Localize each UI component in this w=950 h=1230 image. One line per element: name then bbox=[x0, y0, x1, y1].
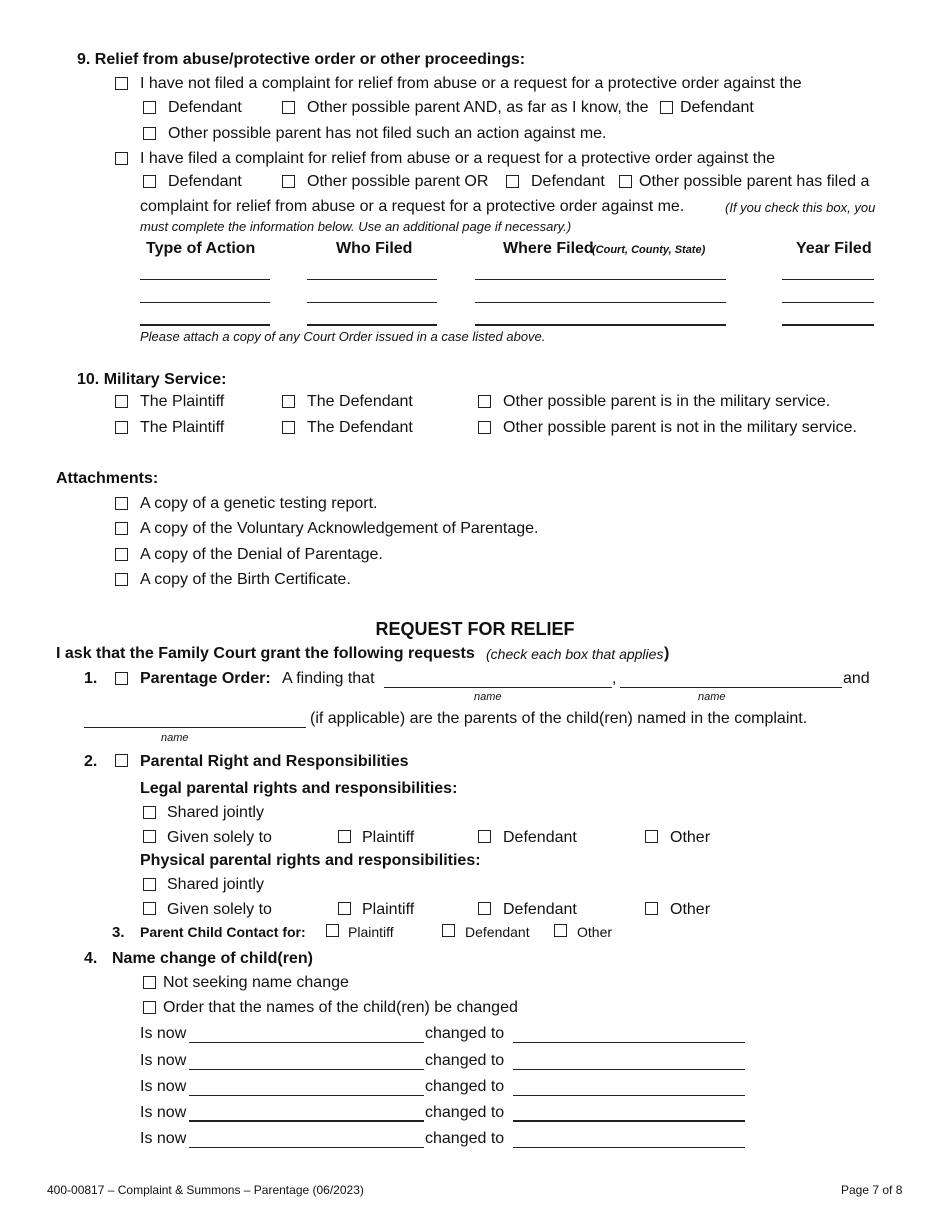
where-line-2[interactable] bbox=[475, 302, 726, 303]
defendant-in-service-checkbox[interactable] bbox=[282, 395, 295, 408]
defendant-not-in-service-checkbox[interactable] bbox=[282, 421, 295, 434]
physical-given-label: Given solely to bbox=[167, 901, 272, 918]
name-caption-2: name bbox=[698, 691, 726, 703]
defendant-label: The Defendant bbox=[307, 393, 413, 410]
comma: , bbox=[612, 670, 617, 687]
defendant-has-filed-checkbox[interactable] bbox=[506, 175, 519, 188]
plaintiff-in-service-checkbox[interactable] bbox=[115, 395, 128, 408]
who-line-3[interactable] bbox=[307, 324, 437, 326]
defendant-label: Defendant bbox=[168, 99, 242, 116]
current-name-line-1[interactable] bbox=[189, 1042, 424, 1043]
plaintiff-label: The Plaintiff bbox=[140, 393, 225, 410]
new-name-line-1[interactable] bbox=[513, 1042, 745, 1043]
defendant-not-filed-checkbox[interactable] bbox=[660, 101, 673, 114]
other-parent-not-in-service-checkbox[interactable] bbox=[478, 421, 491, 434]
other-parent-filed-label: Other possible parent has filed a bbox=[639, 173, 870, 190]
relief-intro-paren: ) bbox=[664, 645, 670, 662]
legal-other-checkbox[interactable] bbox=[645, 830, 658, 843]
parentage-order-checkbox[interactable] bbox=[115, 672, 128, 685]
parent-name-3-line[interactable] bbox=[84, 727, 306, 728]
changed-to-label: changed to bbox=[425, 1078, 505, 1095]
parental-rights-checkbox[interactable] bbox=[115, 754, 128, 767]
is-now-label: Is now bbox=[140, 1052, 187, 1069]
attachments-heading: Attachments: bbox=[56, 470, 159, 487]
legal-plaintiff-checkbox[interactable] bbox=[338, 830, 351, 843]
in-service-text: Other possible parent is in the military service. bbox=[503, 393, 831, 410]
section-9-heading: 9. Relief from abuse/protective order or other proceedings: bbox=[77, 51, 526, 68]
footer-form-id: 400-00817 – Complaint & Summons – Parentage (06/2023) bbox=[47, 1183, 364, 1197]
legal-defendant-checkbox[interactable] bbox=[478, 830, 491, 843]
physical-other-checkbox[interactable] bbox=[645, 902, 658, 915]
current-name-line-5[interactable] bbox=[189, 1147, 424, 1148]
contact-plaintiff-label: Plaintiff bbox=[348, 924, 394, 940]
is-now-label: Is now bbox=[140, 1078, 187, 1095]
parents-of-children-text: (if applicable) are the parents of the child(ren) named in the complaint. bbox=[310, 710, 808, 727]
denial-checkbox[interactable] bbox=[115, 548, 128, 561]
changed-to-label: changed to bbox=[425, 1052, 505, 1069]
filed-note-1: (If you check this box, you bbox=[725, 200, 876, 215]
legal-given-label: Given solely to bbox=[167, 829, 272, 846]
attachment-item: A copy of the Voluntary Acknowledgement of Parentage. bbox=[140, 520, 539, 537]
new-name-line-5[interactable] bbox=[513, 1147, 745, 1148]
current-name-line-4[interactable] bbox=[189, 1120, 424, 1122]
is-now-label: Is now bbox=[140, 1104, 187, 1121]
request-4-number: 4. bbox=[84, 950, 98, 967]
other-parent-not-filed-text: Other possible parent has not filed such an action against me. bbox=[168, 125, 607, 142]
name-change-label: Name change of child(ren) bbox=[112, 950, 313, 967]
contact-other-label: Other bbox=[577, 924, 613, 940]
name-caption-3: name bbox=[161, 732, 189, 744]
defendant-label-2: The Defendant bbox=[307, 419, 413, 436]
parentage-order-label: Parentage Order: bbox=[140, 670, 271, 687]
physical-plaintiff-checkbox[interactable] bbox=[338, 902, 351, 915]
col-type-of-action: Type of Action bbox=[146, 240, 256, 257]
changed-to-label: changed to bbox=[425, 1025, 505, 1042]
contact-defendant-label: Defendant bbox=[465, 924, 530, 940]
name-caption-1: name bbox=[474, 691, 502, 703]
filed-defendant-checkbox[interactable] bbox=[143, 175, 156, 188]
is-now-label: Is now bbox=[140, 1130, 187, 1147]
col-who-filed: Who Filed bbox=[336, 240, 413, 257]
not-filed-defendant-checkbox[interactable] bbox=[143, 101, 156, 114]
year-line-1[interactable] bbox=[782, 279, 874, 280]
legal-other-label: Other bbox=[670, 829, 711, 846]
relief-intro-note: (check each box that applies bbox=[486, 646, 664, 662]
col-year-filed: Year Filed bbox=[796, 240, 872, 257]
where-line-3[interactable] bbox=[475, 324, 726, 326]
footer-page-number: Page 7 of 8 bbox=[841, 1183, 903, 1197]
new-name-line-3[interactable] bbox=[513, 1095, 745, 1096]
year-line-3[interactable] bbox=[782, 324, 874, 326]
physical-shared-checkbox[interactable] bbox=[143, 878, 156, 891]
physical-given-checkbox[interactable] bbox=[143, 902, 156, 915]
acknowledgement-checkbox[interactable] bbox=[115, 522, 128, 535]
new-name-line-4[interactable] bbox=[513, 1120, 745, 1122]
relief-intro: I ask that the Family Court grant the following requests bbox=[56, 645, 475, 662]
who-line-1[interactable] bbox=[307, 279, 437, 280]
not-seeking-label: Not seeking name change bbox=[163, 974, 349, 991]
changed-to-label: changed to bbox=[425, 1104, 505, 1121]
not-filed-other-parent-checkbox[interactable] bbox=[282, 101, 295, 114]
other-parent-in-service-checkbox[interactable] bbox=[478, 395, 491, 408]
physical-rights-heading: Physical parental rights and responsibilities: bbox=[140, 852, 481, 869]
where-line-1[interactable] bbox=[475, 279, 726, 280]
physical-shared-label: Shared jointly bbox=[167, 876, 264, 893]
physical-plaintiff-label: Plaintiff bbox=[362, 901, 415, 918]
is-now-label: Is now bbox=[140, 1025, 187, 1042]
legal-shared-label: Shared jointly bbox=[167, 804, 264, 821]
type-line-3[interactable] bbox=[140, 324, 270, 326]
legal-defendant-label: Defendant bbox=[503, 829, 577, 846]
attachment-item: A copy of a genetic testing report. bbox=[140, 495, 378, 512]
changed-to-label: changed to bbox=[425, 1130, 505, 1147]
order-change-checkbox[interactable] bbox=[143, 1001, 156, 1014]
section-10-heading: 10. Military Service: bbox=[77, 371, 227, 388]
have-filed-checkbox[interactable] bbox=[115, 152, 128, 165]
physical-defendant-checkbox[interactable] bbox=[478, 902, 491, 915]
contact-plaintiff-checkbox[interactable] bbox=[326, 924, 339, 937]
col-where-filed-note: (Court, County, State) bbox=[592, 244, 706, 256]
physical-other-label: Other bbox=[670, 901, 711, 918]
parental-rights-label: Parental Right and Responsibilities bbox=[140, 753, 409, 770]
request-3-number: 3. bbox=[112, 924, 125, 941]
request-2-number: 2. bbox=[84, 753, 98, 770]
attachment-item: A copy of the Denial of Parentage. bbox=[140, 546, 383, 563]
other-parent-has-filed-checkbox[interactable] bbox=[619, 175, 632, 188]
other-parent-not-filed-checkbox[interactable] bbox=[143, 127, 156, 140]
year-line-2[interactable] bbox=[782, 302, 874, 303]
type-line-1[interactable] bbox=[140, 279, 270, 280]
legal-rights-heading: Legal parental rights and responsibilities: bbox=[140, 780, 458, 797]
contact-other-checkbox[interactable] bbox=[554, 924, 567, 937]
relief-title: REQUEST FOR RELIEF bbox=[375, 619, 575, 639]
have-filed-text: I have filed a complaint for relief from abuse or a request for a protective order against the bbox=[140, 150, 775, 167]
filed-other-parent-checkbox[interactable] bbox=[282, 175, 295, 188]
legal-given-checkbox[interactable] bbox=[143, 830, 156, 843]
finding-that-text: A finding that bbox=[282, 670, 375, 687]
plaintiff-not-in-service-checkbox[interactable] bbox=[115, 421, 128, 434]
court-order-note: Please attach a copy of any Court Order issued in a case listed above. bbox=[140, 329, 546, 344]
legal-plaintiff-label: Plaintiff bbox=[362, 829, 415, 846]
defendant-label-3: Defendant bbox=[168, 173, 242, 190]
defendant-label-4: Defendant bbox=[531, 173, 605, 190]
filed-note-2: must complete the information below. Use an additional page if necessary.) bbox=[140, 219, 572, 234]
plaintiff-label-2: The Plaintiff bbox=[140, 419, 225, 436]
parent-name-1-line[interactable] bbox=[384, 687, 612, 688]
parent-name-2-line[interactable] bbox=[620, 687, 842, 688]
contact-label: Parent Child Contact for: bbox=[140, 924, 306, 940]
legal-shared-checkbox[interactable] bbox=[143, 806, 156, 819]
contact-defendant-checkbox[interactable] bbox=[442, 924, 455, 937]
not-seeking-checkbox[interactable] bbox=[143, 976, 156, 989]
other-parent-and-label: Other possible parent AND, as far as I know, the bbox=[307, 99, 649, 116]
not-filed-checkbox[interactable] bbox=[115, 77, 128, 90]
birth-certificate-checkbox[interactable] bbox=[115, 573, 128, 586]
new-name-line-2[interactable] bbox=[513, 1069, 745, 1070]
current-name-line-2[interactable] bbox=[189, 1069, 424, 1070]
filed-complaint-text: complaint for relief from abuse or a request for a protective order against me. bbox=[140, 198, 685, 215]
attachment-item: A copy of the Birth Certificate. bbox=[140, 571, 351, 588]
not-in-service-text: Other possible parent is not in the military service. bbox=[503, 419, 857, 436]
col-where-filed: Where Filed bbox=[503, 240, 594, 257]
request-1-number: 1. bbox=[84, 670, 98, 687]
genetic-report-checkbox[interactable] bbox=[115, 497, 128, 510]
other-parent-or-label: Other possible parent OR bbox=[307, 173, 489, 190]
current-name-line-3[interactable] bbox=[189, 1095, 424, 1096]
who-line-2[interactable] bbox=[307, 302, 437, 303]
not-filed-text: I have not filed a complaint for relief from abuse or a request for a protective order against the bbox=[140, 75, 802, 92]
physical-defendant-label: Defendant bbox=[503, 901, 577, 918]
order-change-label: Order that the names of the child(ren) be changed bbox=[163, 999, 518, 1016]
defendant-label-2: Defendant bbox=[680, 99, 754, 116]
and-text: and bbox=[843, 670, 870, 687]
type-line-2[interactable] bbox=[140, 302, 270, 303]
